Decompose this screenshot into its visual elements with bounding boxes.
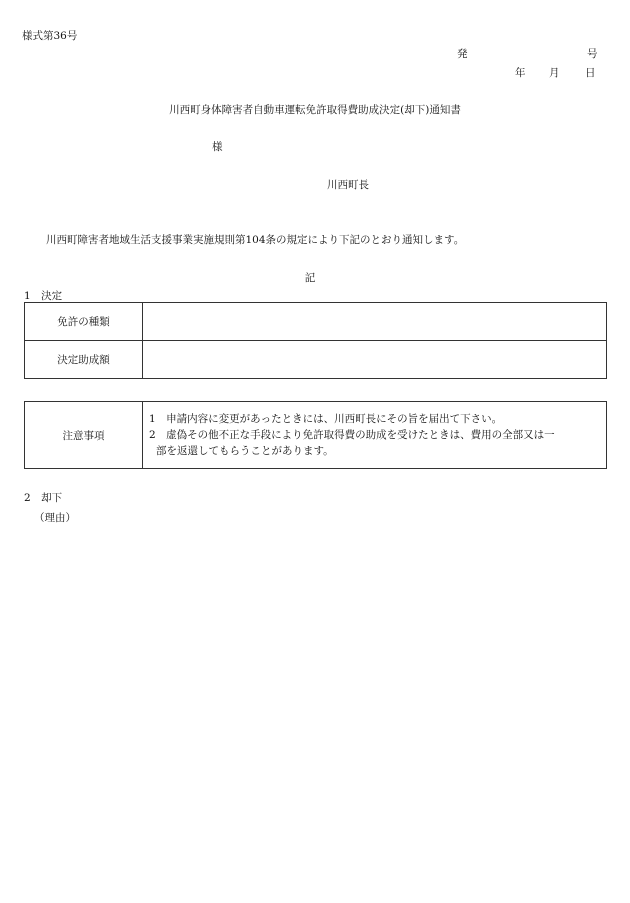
month-label: 月 bbox=[549, 67, 560, 79]
notes-label: 注意事項 bbox=[25, 402, 143, 469]
year-label: 年 bbox=[515, 67, 526, 79]
grant-amount-value bbox=[143, 341, 607, 379]
issuer-name: 川西町長 bbox=[327, 179, 369, 191]
table-row bbox=[25, 402, 607, 469]
decision-table bbox=[24, 302, 607, 379]
section-decision-heading: 1 決定 bbox=[24, 290, 63, 302]
number-suffix-label: 号 bbox=[587, 48, 598, 60]
note-item-2: 2 虚偽その他不正な手段により免許取得費の助成を受けたときは、費用の全部又は一 bbox=[149, 429, 555, 441]
table-row bbox=[25, 303, 607, 341]
license-type-value bbox=[143, 303, 607, 341]
notes-table bbox=[24, 401, 607, 469]
notes-content bbox=[143, 402, 607, 469]
section-rejection-heading: 2 却下 bbox=[24, 492, 63, 504]
body-text: 川西町障害者地域生活支援事業実施規則第104条の規定により下記のとおり通知します。 bbox=[46, 234, 465, 246]
table-row bbox=[25, 341, 607, 379]
license-type-label: 免許の種類 bbox=[25, 303, 143, 341]
note-item-1: 1 申請内容に変更があったときには、川西町長にその旨を届出て下さい。 bbox=[149, 413, 503, 425]
grant-amount-label: 決定助成額 bbox=[25, 341, 143, 379]
ki-heading: 記 bbox=[304, 272, 316, 284]
issue-number-label: 発 bbox=[457, 48, 468, 60]
reason-label: （理由） bbox=[34, 512, 76, 524]
note-item-2-continued: 部を返還してもらうことがあります。 bbox=[156, 445, 334, 457]
form-number: 様式第36号 bbox=[22, 30, 78, 42]
day-label: 日 bbox=[585, 67, 596, 79]
document-title: 川西町身体障害者自動車運転免許取得費助成決定(却下)通知書 bbox=[169, 104, 461, 116]
recipient-salutation: 様 bbox=[212, 141, 223, 153]
